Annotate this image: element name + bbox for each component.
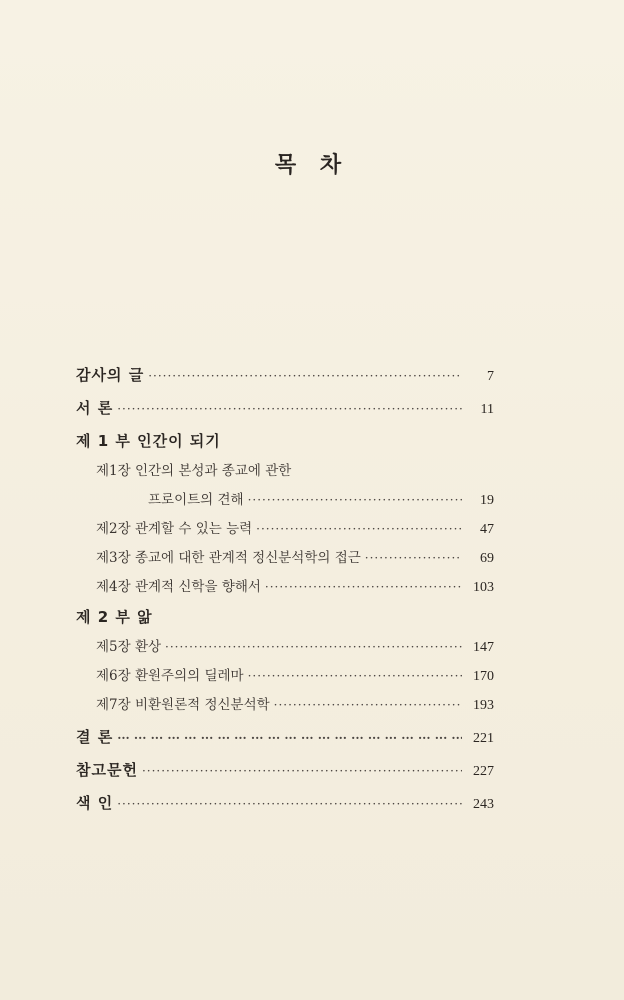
toc-entry-page: 227	[473, 764, 494, 779]
toc-entry-label: 제1장 인간의 본성과 종교에 관한	[96, 463, 292, 479]
toc-entry-chapter-4	[76, 575, 494, 597]
dot-leader	[365, 551, 462, 565]
toc-entry-page: 47	[480, 522, 494, 537]
toc-entry-page: 221	[473, 731, 494, 746]
toc-entry-label: 참고문헌	[76, 761, 138, 779]
dot-leader	[117, 402, 462, 416]
toc-entry-label: 프로이트의 견해	[148, 492, 244, 508]
toc-entry-page: 243	[473, 797, 494, 812]
toc-entry-chapter-1-line-1	[76, 459, 494, 481]
toc-entry-references	[76, 759, 494, 781]
toc-entry-page: 19	[480, 493, 494, 508]
toc-entry-chapter-3	[76, 546, 494, 568]
toc-part-heading-1: 제 1 부 인간이 되기	[76, 432, 221, 450]
toc-entry-conclusion	[76, 726, 494, 748]
toc-entry-page: 11	[480, 402, 494, 417]
toc-entry-page: 103	[473, 580, 494, 595]
toc-entry-label: 제2장 관계할 수 있는 능력	[96, 521, 253, 537]
toc-entry-label: 감사의 글	[76, 366, 145, 384]
toc-entry-introduction	[76, 397, 494, 419]
toc-entry-page: 7	[487, 369, 494, 384]
toc-entry-label: 제5장 환상	[96, 639, 162, 655]
dot-leader	[248, 669, 462, 683]
table-of-contents	[76, 364, 494, 814]
dot-leader	[256, 522, 462, 536]
dot-leader	[265, 580, 462, 594]
toc-entry-index	[76, 792, 494, 814]
toc-entry-chapter-5	[76, 635, 494, 657]
dot-leader	[165, 640, 462, 654]
toc-entry-label: 제6장 환원주의의 딜레마	[96, 668, 244, 684]
toc-entry-page: 170	[473, 669, 494, 684]
toc-entry-label: 제3장 종교에 대한 관계적 정신분석학의 접근	[96, 550, 361, 566]
toc-entry-chapter-6	[76, 664, 494, 686]
toc-part-heading-2: 제 2 부 앎	[76, 608, 153, 626]
toc-entry-chapter-7	[76, 693, 494, 715]
toc-entry-label: 서 론	[76, 399, 114, 417]
toc-entry-label: 결 론	[76, 728, 114, 746]
dot-leader	[248, 493, 462, 507]
dot-leader	[274, 698, 462, 712]
toc-entry-chapter-1-line-2	[76, 488, 494, 510]
toc-entry-page: 69	[480, 551, 494, 566]
toc-entry-page: 147	[473, 640, 494, 655]
dot-leader	[148, 369, 462, 383]
toc-entry-acknowledgments	[76, 364, 494, 386]
toc-entry-label: 색 인	[76, 794, 114, 812]
dot-leader	[117, 797, 462, 811]
toc-entry-label: 제7장 비환원론적 정신분석학	[96, 697, 270, 713]
page-title: 목 차	[274, 153, 350, 178]
dot-leader	[142, 764, 462, 778]
toc-entry-label: 제4장 관계적 신학을 향해서	[96, 579, 261, 595]
toc-entry-chapter-2	[76, 517, 494, 539]
toc-entry-page: 193	[473, 698, 494, 713]
dot-leader	[117, 731, 462, 745]
